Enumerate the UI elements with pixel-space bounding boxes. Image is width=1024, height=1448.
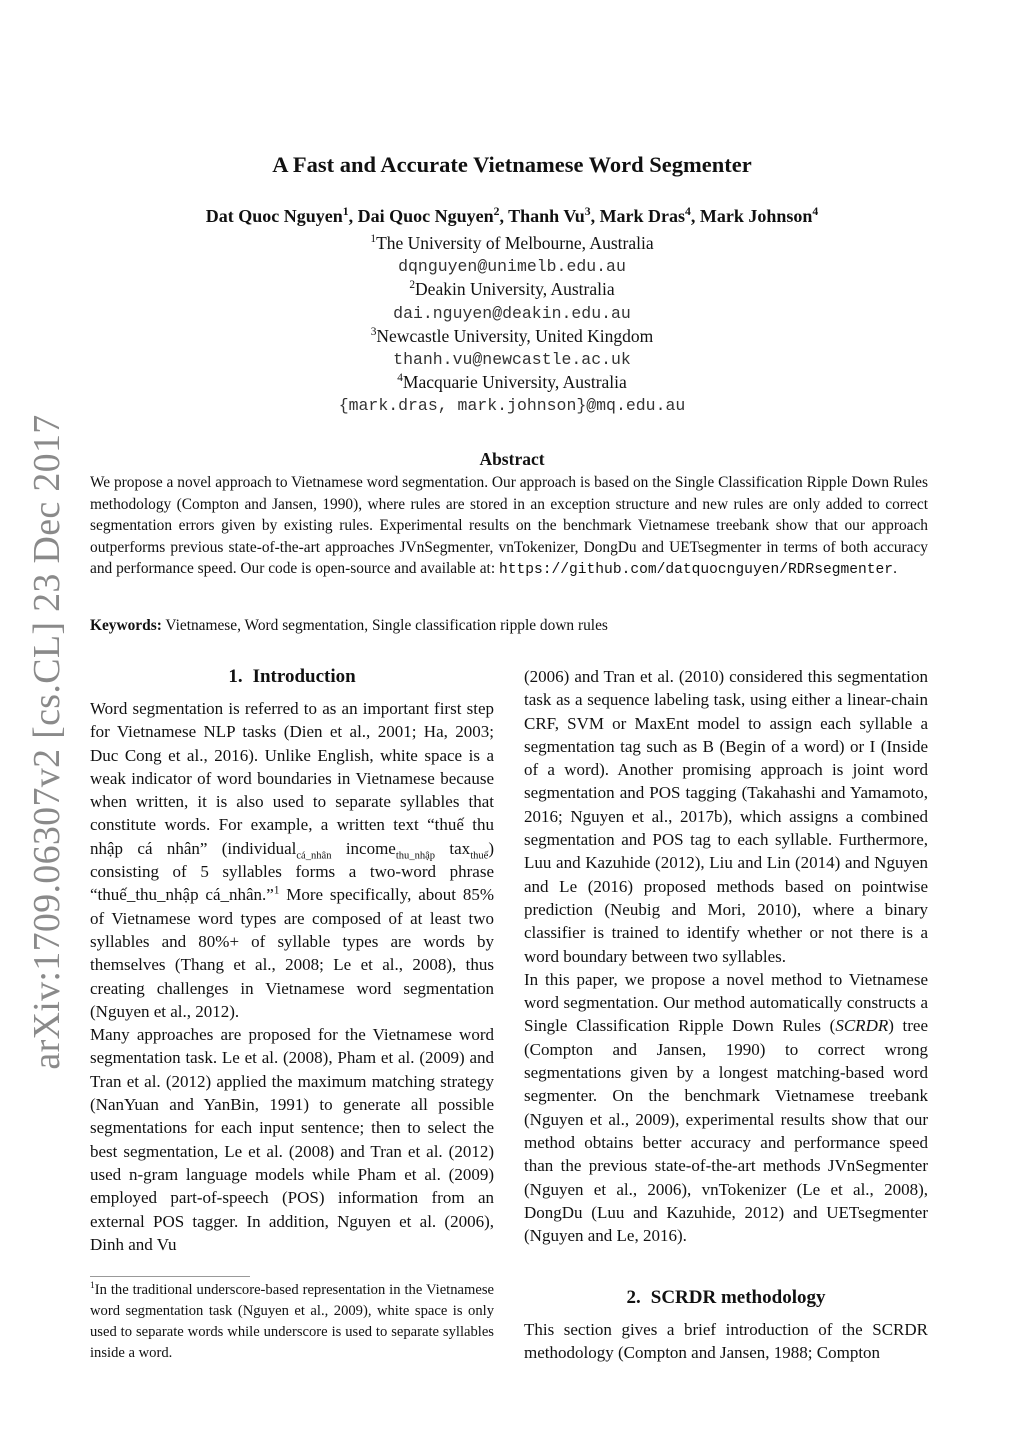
section-title: Introduction [252, 666, 356, 687]
paper-title: A Fast and Accurate Vietnamese Word Segmenter [272, 152, 752, 177]
affiliations [0, 232, 1024, 418]
subscript: cá_nhân [296, 850, 332, 862]
affiliation-mark: 1 [370, 233, 377, 246]
subscript: thuế [470, 850, 489, 862]
paragraph: Many approaches are proposed for the Vietnamese word segmentation task. Le et al. (2008), Pham et al. (2009) and Tran et al. (2012) applied the maximum matching strategy (NanYuan and YanBin, 1991) to generate all possible segmentations for each input sentence; then to select the best segmentation, Le et al. (2008) and Tran et al. (2012) used n-gram language models while Pham et al. (2009) employed part-of-speech (POS) information from an external POS tagger. In addition, Nguyen et al. (2006), Dinh and Vu [90, 1025, 494, 1254]
italic-term: SCRDR [835, 1016, 889, 1036]
abstract-body [90, 472, 928, 582]
email-link[interactable]: thanh.vu@newcastle.ac.uk [393, 350, 631, 370]
affiliation-name: Macquarie University, Australia [402, 372, 627, 393]
author-name: Mark Johnson [699, 206, 813, 226]
section-1-heading [90, 666, 494, 688]
author-name: Thanh Vu [508, 206, 585, 226]
right-column [524, 665, 928, 1247]
email-link[interactable]: dai.nguyen@deakin.edu.au [393, 303, 631, 323]
keywords [90, 617, 928, 635]
email-link[interactable]: {mark.dras, mark.johnson}@mq.edu.au [338, 396, 686, 416]
affiliation-mark: 4 [397, 372, 403, 385]
section-number: 1. [228, 666, 243, 687]
arxiv-stamp: arXiv:1709.06307v2 [cs.CL] 23 Dec 2017 [26, 414, 68, 1070]
footnote [90, 1280, 494, 1364]
affiliation [0, 278, 1024, 301]
subscript: thu_nhập [395, 850, 436, 862]
section-2-body [524, 1318, 928, 1365]
section-title: SCRDR methodology [650, 1287, 826, 1308]
affiliation-mark: 2 [409, 279, 416, 292]
author-mark: 1 [342, 205, 349, 218]
left-column [90, 697, 494, 1256]
section-2-heading [524, 1287, 928, 1309]
footnote-text: In the traditional underscore-based representation in the Vietnamese word segmentation task (Nguyen et al., 2009), white space is only used to separate words while underscore is used to separate syllables inside a word. [90, 1282, 494, 1361]
author-mark: 4 [812, 205, 819, 218]
email-link[interactable]: dqnguyen@unimelb.edu.au [398, 257, 626, 277]
paragraph: In this paper, we propose a novel method to Vietnamese word segmentation. Our method automatically constructs a Single Classification Ripple Down Rules (SCRDR) tree (Compton and Jansen, 1990) to correct wrong segmentations given by a longest matching-based word segmenter. On the benchmark Vietnamese treebank (Nguyen et al., 2009), experimental results show that our method obtains better accuracy and performance speed than the previous state-of-the-art methods JVnSegmenter (Nguyen et al., 2006), vnTokenizer (Le et al., 2008), DongDu (Luu and Kazuhide, 2012) and UETsegmenter (Nguyen and Le, 2016). [524, 969, 928, 1246]
footnote-divider [90, 1276, 250, 1277]
paragraph: Word segmentation is referred to as an important first step for Vietnamese NLP tasks (Dien et al., 2001; Ha, 2003; Duc Cong et al., 2016). Unlike English, white space is a weak indicator of word boundaries in Vietnamese because when written, it is also used to separate syllables that constitute words. For example, a written text “thuế thu nhập cá nhân” (individual$_{cá\_nhân}$ income$_{thu\_nhập}$ tax$_{thuế}$) consisting of 5 syllables forms a two-word phrase “thuế_thu_nhập cá_nhân.”$^1$ More specifically, about 85% of Vietnamese word types are composed of at least two syllables and 80%+ of syllable types are words by themselves (Thang et al., 2008; Le et al., 2008), thus creating challenges in Vietnamese word segmentation (Nguyen et al., 2012). [90, 699, 495, 1021]
affiliation-name: Newcastle University, United Kingdom [376, 325, 654, 346]
affiliation [0, 232, 1024, 255]
author-mark: 2 [493, 205, 500, 218]
author-list: Dat Quoc Nguyen$^1$, Dai Quoc Nguyen$^2$, Thanh Vu$^3$, Mark Dras$^4$, Mark Johnson$^4$ [205, 205, 819, 226]
affiliation-name: The University of Melbourne, Australia [376, 233, 654, 253]
abstract-text: We propose a novel approach to Vietnamese word segmentation. Our approach is based on the Single Classification Ripple Down Rules methodology (Compton and Jansen, 1990), where rules are stored in an exception structure and new rules are only added to correct segmentation errors given by existing rules. Experimental results on the benchmark Vietnamese treebank show that our approach outperforms previous state-of-the-art approaches JVnSegmenter, vnTokenizer, DongDu and UETsegmenter in terms of both accuracy and performance speed. Our code is open-source and available at: [90, 474, 928, 578]
keywords-label: Keywords: [90, 617, 162, 634]
section-number: 2. [626, 1287, 641, 1308]
abstract-heading: Abstract [479, 449, 545, 469]
affiliation-mark: 3 [370, 325, 377, 338]
author-name: Mark Dras [599, 206, 686, 226]
footnote-ref[interactable]: 1 [273, 884, 280, 897]
author-name: Dai Quoc Nguyen [357, 206, 494, 226]
affiliation [0, 371, 1024, 394]
affiliation [0, 325, 1024, 348]
abstract-period: . [893, 560, 897, 578]
footnote-mark: 1 [90, 1281, 95, 1292]
author-name: Dat Quoc Nguyen [205, 206, 343, 226]
author-mark: 4 [685, 205, 691, 218]
affiliation-name: Deakin University, Australia [415, 279, 615, 300]
code-url-link[interactable]: https://github.com/datquocnguyen/RDRsegmenter [498, 562, 894, 579]
author-mark: 3 [584, 205, 591, 218]
paragraph: (2006) and Tran et al. (2010) considered this segmentation task as a sequence labeling task, using either a linear-chain CRF, SVM or MaxEnt model to assign each syllable a segmentation tag such as B (Begin of a word) or I (Inside of a word). Another promising approach is joint word segmentation and POS tagging (Takahashi and Yamamoto, 2016; Nguyen et al., 2017b), which assigns a combined segmentation and POS tag to each syllable. Furthermore, Luu and Kazuhide (2012), Liu and Lin (2014) and Nguyen and Le (2016) proposed methods based on pointwise prediction (Neubig and Mori, 2010), where a binary classifier is trained to identify whether or not there is a word boundary between two syllables. [524, 667, 928, 966]
keywords-text: Vietnamese, Word segmentation, Single classification ripple down rules [161, 617, 608, 634]
paragraph: This section gives a brief introduction of the SCRDR methodology (Compton and Jansen, 1988; Compton [524, 1320, 928, 1363]
